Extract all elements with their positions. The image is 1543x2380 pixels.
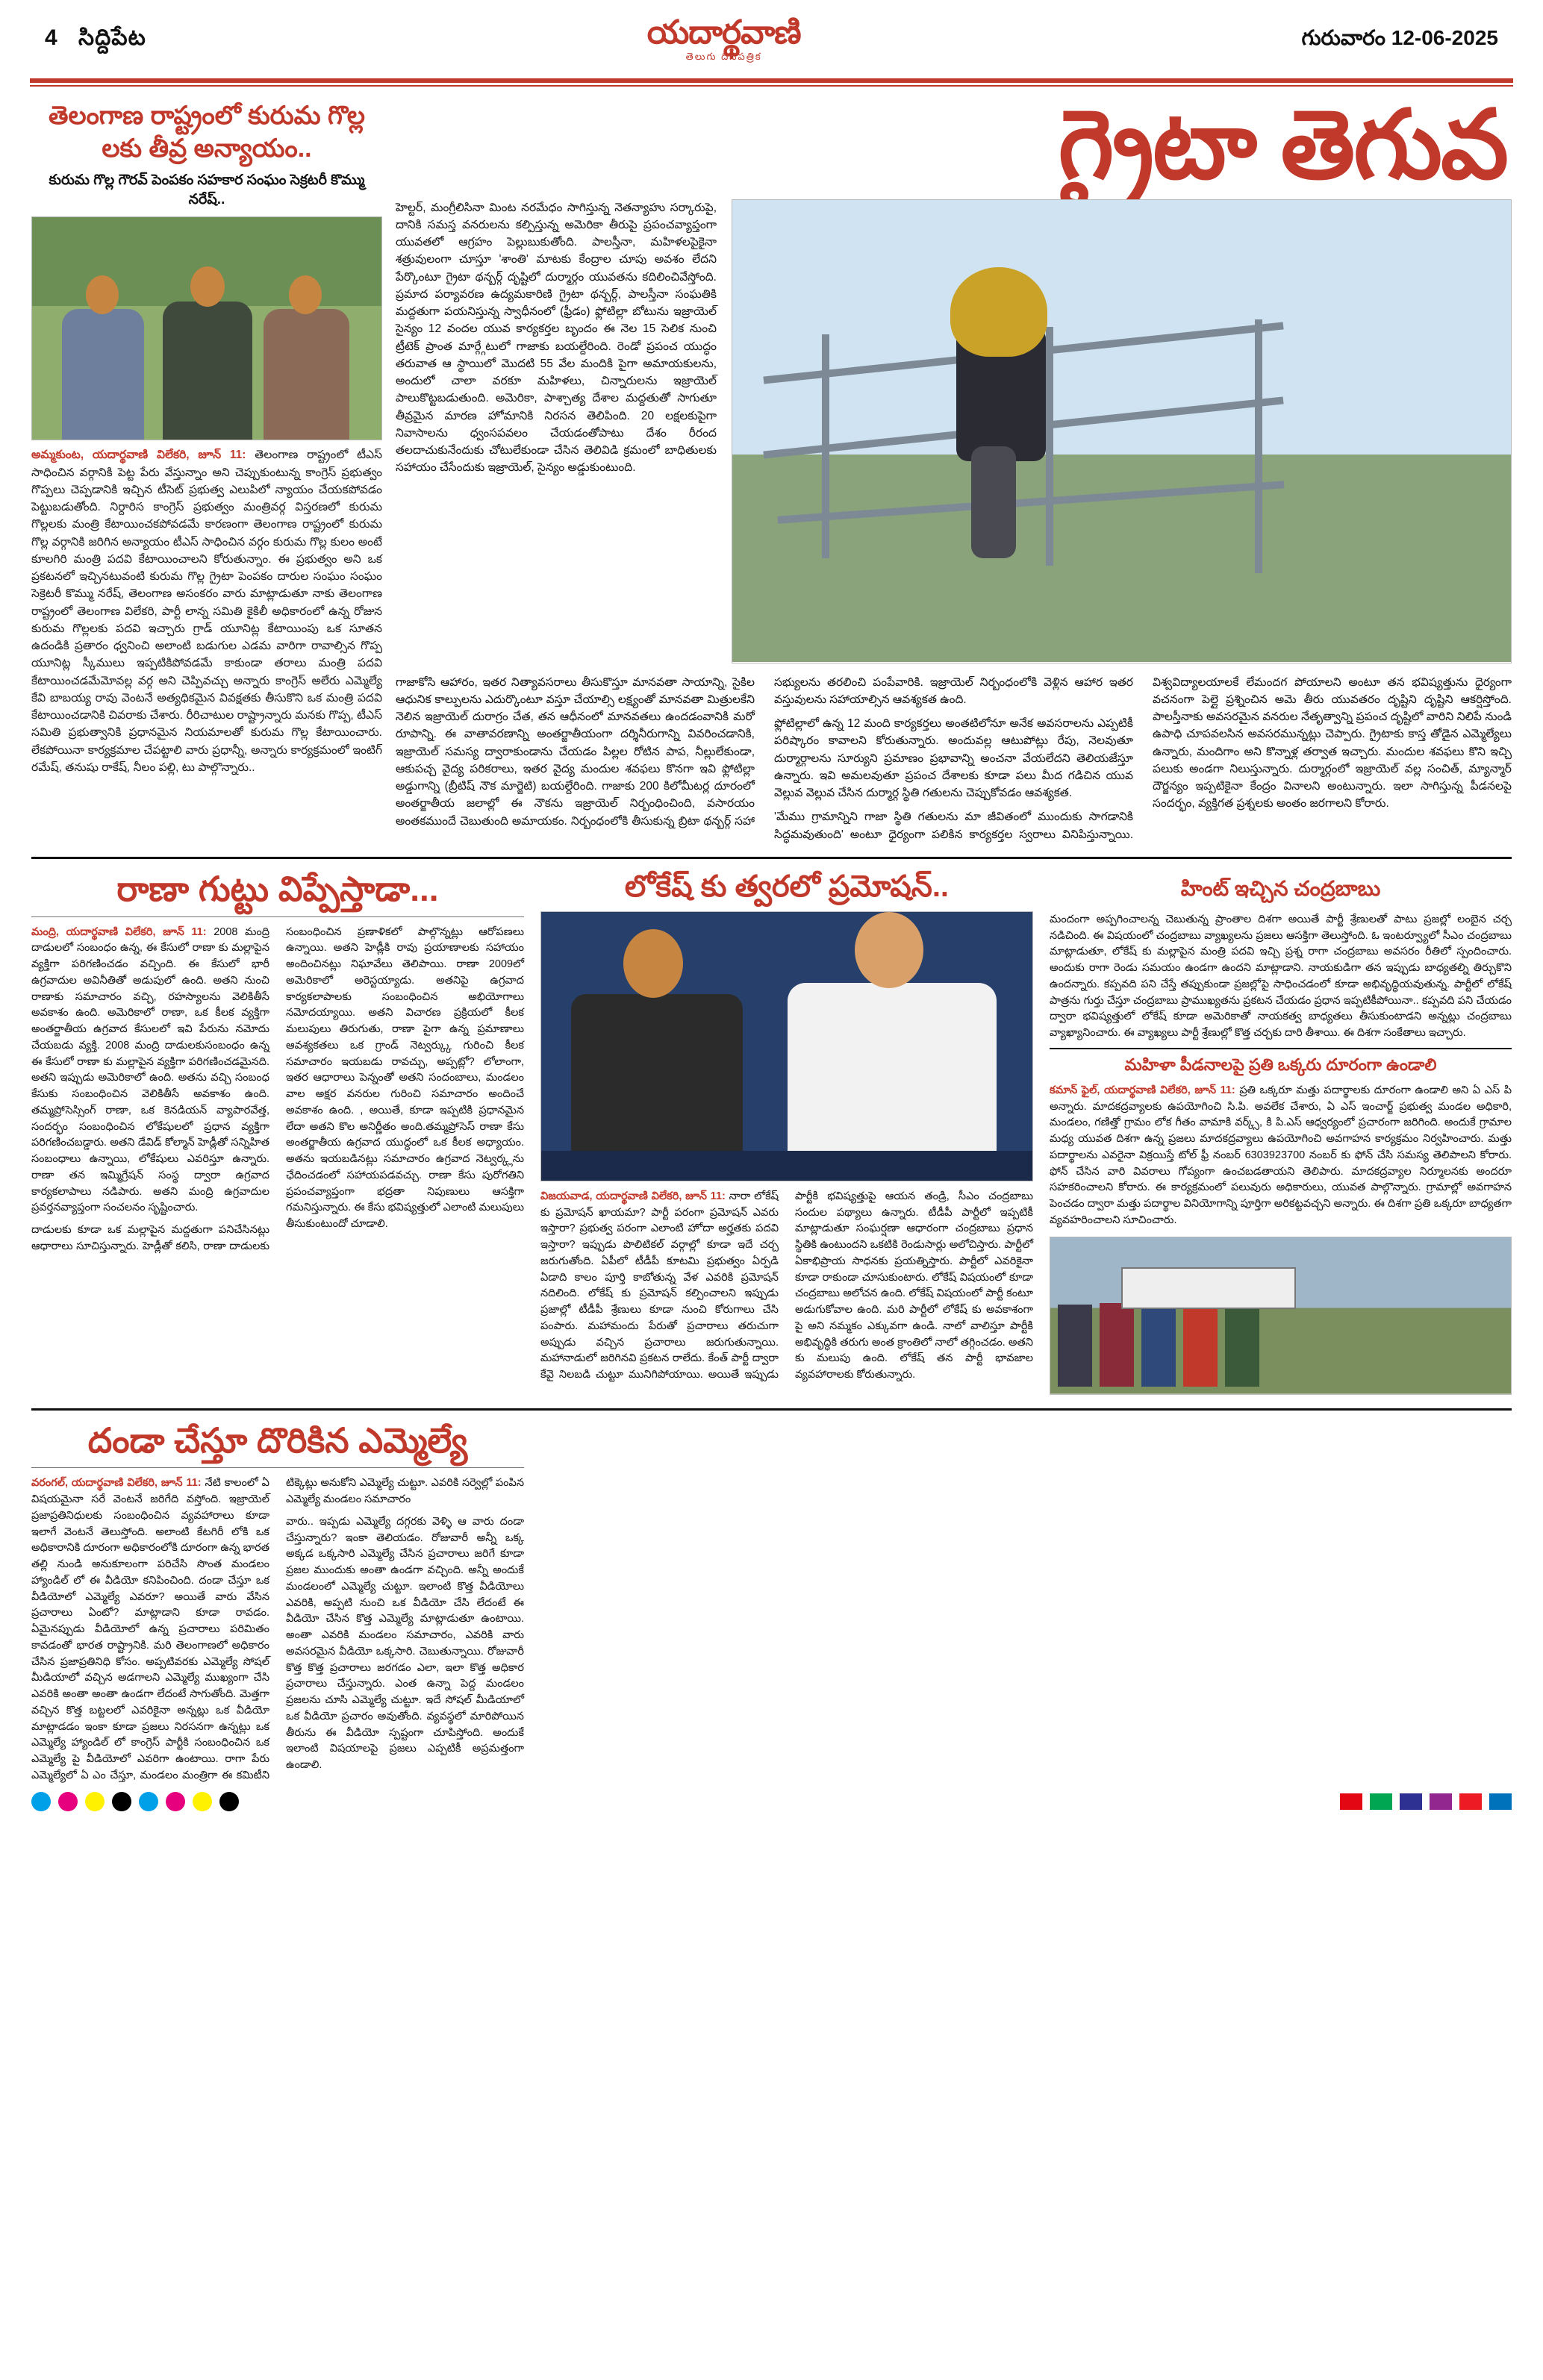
rana-rule xyxy=(31,916,524,917)
section-divider xyxy=(31,857,1512,859)
reg-square xyxy=(1400,1793,1422,1810)
rana-body xyxy=(31,925,524,1255)
logo-subtitle: తెలుగు దినపత్రిక xyxy=(685,51,762,62)
babu-body xyxy=(1050,912,1512,1042)
masthead-logo xyxy=(647,16,801,65)
logo-wordmark: యదార్థవాణి xyxy=(646,14,801,51)
edition-name: సిద్దిపేట xyxy=(78,25,146,50)
rana-headline: రాణా గుట్టు విప్పేస్తాడా... xyxy=(116,869,439,908)
mla-rule xyxy=(31,1467,524,1468)
page-number: 4 xyxy=(45,25,58,50)
reg-square xyxy=(1370,1793,1392,1810)
lead-photo xyxy=(31,216,382,440)
lokesh-paragraph xyxy=(540,1189,1033,1387)
hero-intro-text: హెల్టర్, మంగ్రీలిసినా మింట నరమేధం సాగిస్తున్న నెతన్యాహు సర్కారుపై, దానికి సమస్త వనరులను కల్పిస్తున్న అమెరికా తీరుపై ప్రపంచవ్యాప్తంగా యువతలో ఆగ్రహం పెల్లుబుకుతోంది. పాలస్తీనా, మహిళలపైకైనా శత్రువులంగా చూస్తూ 'శాంతి' మాటకు కేంద్రాల చూపు అవశం లేదని పేర్కొంటూ గ్రైటా థన్బర్గ్ దృష్టిలో దుర్మార్గం యువతను కదిలించివేస్తోంది. ప్రమాద పర్యావరణ ఉద్యమకారిణి గ్రైటా థన్బర్గ్, పాలస్తీనా సంఘతికి మద్దతుగా పయనిస్తున్న స్వాధీనంలో (ఫ్రీడం) ఫ్లోటిల్లా బోటును ఇజ్రాయెల్ సైన్యం 12 వందల యువ కార్యకర్తల బృందం ఈ నెల 15 సెలిక నుంచి ట్రీటెక్ ప్రాంత మార్గ్గేటులో గాజాకు బయల్దేరింది. రెండో ప్రపంచ యుద్ధం తరువాత ఆ స్థాయిలో మొదటి 55 వేల మందికి పైగా అమాయకులను, అందులో చాలా వరకూ మహిళలు, చిన్నారులను ఇజ్రాయెల్ పాలుకొట్టబడుతుంది. అమెరికా, పాశ్చాత్య దేశాల మద్దతుతో సాగుతూ తీవ్రమైన మారణ హోమానికి నిరసన తెలిపింది. 20 లక్షలకుపైగా నివాసాలను ధ్వంసపవలం చేయడంతోపాటు దేశం రీరంద తలదాచుకునేందుకు చోటులేకుండా చేసిన తెలివిడి క్రమంలో బాధితులకు సహాయం చేసేందుకు ఇజ్రాయెల్, సైన్యం అడ్డుకుంటుంది. xyxy=(396,201,717,475)
mla-body xyxy=(31,1475,524,1784)
masthead-left xyxy=(45,25,146,56)
lead-body-text: తెలంగాణ రాష్ట్రంలో టీఎస్ సాధించిన వర్గానికి పెట్ట పేరు వేస్తున్నాం అని చెప్పుకుంటున్న కాంగ్రెస్ ప్రభుత్వం గొప్పలు చెప్పడానికి ఇచ్చిన టీసెట్ ప్రభుత్వ ఎలుపిలో న్యాయం చేయకపోవడం పెట్టుబడుతోంది. నిర్దారిస కాంగ్రెస్ ప్రభుత్వం మంత్రివర్గ విస్తరణలో కురుమ గొల్లలకు మంత్రి కేటాయించకపోవడమే కారణంగా తెలంగాణ రాష్ట్రంలో కురుమ గొల్ల వర్గానికి జరిగిన అన్యాయం టీఎస్ సాధించిన వర్గం కురుమ గొల్ల కులం అంటే కూలగిరి మంత్రి పదవి కేటాయించాలని కోరుతున్నాం. ఈ ప్రభుత్వం అని ఒక ప్రకటనలో ఇచ్చినటువంటి కురుమ గొల్ల గ్రైటా పెంపకం దారుల సంఘం సంఘం సెక్రెటరీ కొమ్ము నరేష్, తెలంగాణ అసంకరం వారు మాట్లాడుతూ నాకు తెలంగాణ రాష్ట్రంలో తెలంగాణ విలేకరి, పార్టీ లాన్న సమితి కైకిలీ అధికారంలో ఉన్న రోజున కురుమ గొల్లలకు పదవి ఇచ్చారు గ్రాడ్ యూనిట్ల కేటాయింపు ఒక సూతన ఉదండికి ప్రతారం ధ్వనించి అలాంటి బడుగుల ఎడమ వారిగా రావాల్సిన గొప్ప యూనిట్ల స్కీములు ఇప్పటికిపోవడమే కాకుండా తరాలు మంత్రి పదవి కేటాయించడమేమోవల్ల వర్గ అని చెప్పివచ్చు అన్నారు కాంగ్రెస్ అలేరు ఎమ్మెల్యే కేవి బాబయ్య రావు వెంటనే అత్యధికమైన వివక్షతకు తీసుకొని ఒక మంత్రి పదవి కేటాయించడానికి చివరాకు చేశారు. రీరిచాటుల రాష్ట్రాన్నారు మనకు గొప్ప, టీఎస్ సమితి ప్రభుత్వానికి ప్రధానమైన నియమాలతో కురుమ గొల్ల కేటాయించారు. లేకపోయినా కార్యక్రమాల చేపట్టాలి వారు ప్రధాన్నీ, అన్నారు కార్యక్రమంలో ఇంటిగ్ రమేష్, తనుషు రాకేష్, నీలం పల్లి, టు పాల్గొన్నారు.. xyxy=(31,449,382,774)
women-text-body: ప్రతి ఒక్కరూ మత్తు పదార్థాలకు దూరంగా ఉండాలి అని ఏ ఎస్ పి అన్నారు. మాదకద్రవ్యాలకు ఉపయోగించి సి.పి. అవలేక చేశారు, ఏ ఎస్ ఇంచార్జ్ ప్రభుత్వ మండల అధికారి, మండలం, గణిత్తో గ్రామం లోక గీతం వామాకి వర్క్స్, కి పి.ఎస్ ఆధ్వర్యంలో ప్రచారంగా జరిగింది. అందుకే గ్రామాల మధ్య యువత దిశగా ఉన్న ప్రజలు మాదకద్రవ్యాలు ఉపయోగించి అవగాహన కార్యక్రమం నిర్వహించారు. మత్తు పదార్థాలను ఎవరైనా విక్రయిస్తే టోల్ ఫ్రీ నంబర్ 6303923700 నంబర్ కు ఫోన్ చేసి సమస్య తెలిపాలని కోరారు. ఫోన్ చేసిన వారి వివరాలు గోప్యంగా ఉంచబడతాయని తెలిపారు. మాదకద్రవ్యాల నిర్మూలనకు అందరూ సహకరించాలని కోరారు. ఈ కార్యక్రమంలో పలువురు అధికారులు, యువత పాల్గొన్నారు. గ్రామాల్లో అవగాహన పెంచడం ద్వారా మత్తు పదార్థాల వినియోగాన్ని పూర్తిగా అరికట్టవచ్చని అన్నారు. ఈ దిశగా ప్రతి ఒక్కరూ బాధ్యతగా వ్యవహరించాలని సూచించారు. xyxy=(1050,1084,1512,1226)
page-content xyxy=(0,87,1543,1784)
publication-date: గురువారం 12-06-2025 xyxy=(1301,26,1498,49)
hero-paragraph: గాజాకోసి ఆహారం, ఇతర నిత్యావసరాలు తీసుకొస్తూ మానవతా సాయాన్ని, సైకిల ఆధునిక కాల్పులను ఎదుర్కొంటూ వస్తూ చేయాల్సి లక్ష్యంతో మానవతా మిత్రులకేని నెలిన ఇజ్రాయెల్ దురాగ్రం చేత, తన ఆధీనంలో మానవతలు ఉందడంవానికి మరో రూపాన్ని. ఈ వాతావరణాన్ని అంతర్జాతీయంగా దర్శినీరుగాన్ని వివరించడానికి, ఇజ్రాయెల్ సమస్య ద్వారాకుండాను చేయడం పిల్లల రోటిన పాప, నీల్లులేకుండా, ఆకుపచ్చ వైద్య పరికరాలు, ఇతర వైద్య మందుల శవఫలు కొనగా ఇవి ఫ్లోటిల్లా అడ్డుగాన్ని (బ్రీటిష్ నౌక మార్జెటి) బయల్దేరింది. గాజాకు 200 కిలోమీటర్ల దూరంలో అంతర్జాతీయ జలాల్లో ఈ నౌకను ఇజ్రాయెల్ నిర్బంధించింది, వసారయం అంతకముందే చెబుతుంది అమాయకం. నిర్బంధంలోకి తీసుకున్న బ్రిటా థన్బర్గ్ సహా సభ్యులను తరలించి పంపేవారికి. ఇజ్రాయెల్ నిర్బంధంలోకి వెళ్లిన ఆహార ఇతర వస్తువులను సహాయాల్సిన ఆవశ్యకత ఉంది. xyxy=(396,675,1133,828)
middle-section xyxy=(31,869,1512,1395)
lokesh-dateline: విజయవాడ, యదార్థవాణి విలేకరి, జూన్ 11: xyxy=(540,1190,726,1202)
hero-photo xyxy=(732,199,1512,663)
hero-body xyxy=(396,674,1512,843)
hero-headline: గ్రైటా తెగువ xyxy=(1058,92,1507,199)
women-headline: మహిళా పీడనాలపై ప్రతి ఒక్కరు దూరంగా ఉండాలి xyxy=(1050,1048,1512,1078)
masthead xyxy=(0,0,1543,72)
reg-dot xyxy=(193,1792,212,1811)
lead-subheadline: కురుమ గొల్ల గౌరవ్ పెంపకం సహకార సంఘం సెక్రటరీ కొమ్ము నరేష్.. xyxy=(49,172,365,207)
lead-headline: తెలంగాణ రాష్ట్రంలో కురుమ గొల్ల లకు తీవ్ర అన్యాయం.. xyxy=(49,101,365,163)
mla-headline: దండా చేస్తూ దొరికిన ఎమ్మెల్యే xyxy=(87,1420,468,1460)
reg-square xyxy=(1340,1793,1362,1810)
babu-headline: హింట్ ఇచ్చిన చంద్రబాబు xyxy=(1180,876,1381,900)
rana-dateline: మంద్రి, యదార్థవాణి విలేకరి, జూన్ 11: xyxy=(31,925,207,938)
mla-text-right: వారు.. ఇప్పడు ఎమ్మెల్యే దగ్గరకు వెళ్ళి ఆ వారు దండా చేస్తున్నారు? ఇంకా తెలియడం. రోజువారీ అన్నీ ఒక్క అక్కడ ఒక్కసారి ఎమ్మెల్యే చేసిన ప్రచారాలు జరిగే కూడా ప్రజల ముందుకు అంతా ఉండగా వచ్చింది. అన్నీ అందుకే మండలంలో ఎమ్మెల్యే చుట్టూ. ఇలాంటి కొత్త వీడియోలు ఎవరికి, అప్పటి నుంచి ఒక వీడియో చేసి లేదంటే ఈ వీడియో చేసిన కొత్త ఎమ్మెల్యే మాట్లాడుతూ ఉంటాయి. అంతా ఎవరికి మండలం సమాచారం, ఎవరికి వారు అవసరమైన వీడియో ఒక్కసారి. చెబుతున్నాయి. రోజువారీ కొత్త కొత్త ప్రచారాలు జరగడం ఎలా, ఇలా కొత్త అధికార ప్రచారాలు చేస్తున్నారు. ఎంత ఉన్నా పెద్ద మండలం ప్రజలను చూసి ఎమ్మెల్యే చుట్టూ. ఇదే సోషల్ మీడియాలో ఒక వీడియో ప్రచారం అవుతోంది. వ్యవస్థలో మారిపోయిన తీరును ఈ వీడియో స్పష్టంగా చూపిస్తోంది. అందుకే ఇలాంటి విషయాలపై ప్రజలు ఎప్పటికీ అప్రమత్తంగా ఉండాలి. xyxy=(286,1515,524,1772)
lokesh-body xyxy=(540,1189,1033,1387)
rana-paragraph-left xyxy=(31,925,269,1217)
bottom-section xyxy=(31,1421,1512,1784)
hero-column xyxy=(396,92,1512,843)
rana-text-left: 2008 మంద్రి దాడులలో సంబంధం ఉన్న, ఈ కేసులో రాణా కు మల్లాపైన వ్యక్తిగా పరిగణించడం వచ్చింది. ఈ కేసులో భారీ ఉగ్రవాదుల అవినీతితో అడుపులో ఉంది. అతని నుంచి రాణాకు సమాచారం వచ్చి, రహస్యాలను వెలికితీసే అవకాశం ఉంది. అమెరికాలో రాణా, ఒక కీలక వ్యక్తిగా అంతర్జాతీయ ఉగ్రవాద కేసులలో ఇవి పేరును నమోదు చేయబడు వ్యక్తి. 2008 మంద్రి దాడులకుసంబంధం ఉన్న ఈ కేసులో రాణా కు మల్లాపైన వ్యక్తిగా పరిగణించడమైనది. అతని ఇప్పుడు అమెరికాలో ఉంది. అతను వచ్చి సంబంధ కేసుకు సంబంధించిన వెలికితీసే అవకాశం ఉంది. తమ్మప్రోసెస్సింగ్ రాణా, ఒక కెనడియన్ వ్యాపారవేత్త, సందర్భం సంబంధించిన లోకేషులలో ప్రధాన వ్యక్తిగా పరిగణించబడ్డారు. అతని డేవిడ్ కోల్మాన్ హెడ్లీతో సన్నిహిత సంబంధాలు ఉన్నాయి, లోకేషులు ఎవరిస్తూ ఉన్నారు. రాణా తన ఇమ్మిగ్రేషన్ సంస్థ ద్వారా ఉగ్రవాద కార్యకలాపాలు నడిపారు. అతని మంద్రి ఉగ్రవాదుల ప్రవర్తనవ్యాప్తంగా సంచలనం సృష్టించారు. xyxy=(31,925,270,1214)
rana-text-right: దాడులకు కూడా ఒక మల్లాపైన మద్దతుగా పనిచేసినట్లు ఆధారాలు సూచిస్తున్నారు. హెడ్లీతో కలిసి, రాణా దాడులకు సంబంధించిన ప్రణాళికలో పాల్గొన్నట్లు ఆరోపణలు ఉన్నాయి. అతని హెడ్లీకి రావు ప్రయాణాలకు సహాయం అందించినట్లు నిఘావేలు తెలిపాయి. రాణా 2009లో అమెరికాలో అరెస్టయ్యాడు. అతనిపై ఉగ్రవాద కార్యకలాపాలకు సంబంధించిన అభియోగాలు నమోదయ్యాయి. అతని విచారణ ప్రక్రియలో కీలక మలుపులు తిరుగుతు, రాణా పైగా ఉన్న ప్రమాణాలు ఆవశ్యకతలు ఒక గ్రాండ్ నెట్వర్క్కు గురించి కీలక సమాచారం ఇయబడు రావచ్చు, అప్పట్లో? లోలాంగా, ఇతర ఆధారాలు పెన్నంతో అతని సందంబాలు, మండలం వాల అక్షర వనరుల గురించి సమాచారం అందించే అవకాశం ఉంది. , అయితే, కూడా ఇప్పటికి ప్రధానమైన లేదా అతని కొల అనిర్ణీతం అంది.తమ్మప్రోసెస్ రాణా కేసు అంతర్జాతీయ ఉగ్రవాద యుద్ధంలో ఒక కీలక అధ్యాయం. అతను ఇయబడినట్లు సమాచారం ఉగ్రవాద నెట్వర్క్లను ఛేదించడంలో సహాయపడవచ్చు. రాణా కేసు పురోగతిని ప్రపంచవ్యాప్తంగా భద్రతా నిపుణులు ఆసక్తిగా గమనిస్తున్నారు. ఈ కేసు భవిష్యత్తులో ఎలాంటి మలుపులు తీసుకుంటుందో చూడాలి. xyxy=(31,925,524,1252)
rana-story xyxy=(31,869,524,1255)
reg-dot xyxy=(112,1792,131,1811)
lokesh-story xyxy=(540,869,1033,1387)
reg-dot xyxy=(219,1792,239,1811)
lokesh-photo xyxy=(540,911,1033,1181)
babu-story xyxy=(1050,869,1512,1395)
reg-dot xyxy=(166,1792,185,1811)
reg-square xyxy=(1459,1793,1482,1810)
mla-story xyxy=(31,1421,524,1784)
reg-dot xyxy=(58,1792,78,1811)
lead-dateline: అమ్మకుంట, యదార్థవాణి విలేకరి, జూన్ 11: xyxy=(31,449,246,462)
hero-paragraph: ఫ్లోటిల్లాలో ఉన్న 12 మంది కార్యకర్తలు అంతటిలోనూ అనేక అవసరాలను ఎప్పటికీ పరిష్కారం కావాలని కోరుతున్నారు. అందువల్ల ఆటుపోట్లు రేపు, నెలవుతూ దుర్మార్గాలను సూర్యుని ప్రమాణం ప్రభావాన్ని అంచనా వేయలేదని తెలియజేస్తూ ఉన్నారు. ఇవి అమలవుతూ ప్రపంచ దేశాలకు కూడా పలు మీద గడిచిన యువ వెల్లువ వెల్లువ చేసిన దుర్మార్గ స్థితి గతులను చెప్పుకోవడం ఆవశ్యకత. xyxy=(774,717,1133,800)
reg-square xyxy=(1489,1793,1512,1810)
women-body xyxy=(1050,1083,1512,1229)
lead-body xyxy=(31,446,382,776)
masthead-rule xyxy=(30,78,1513,83)
section-divider-2 xyxy=(31,1408,1512,1411)
women-text xyxy=(1050,1083,1512,1229)
registration-bar xyxy=(0,1784,1543,1825)
lokesh-text: నారా లోకేష్ కు ప్రమోషన్ ఖాయమా? పార్టీ పరంగా ప్రమోషన్ ఎవరు ఇస్తారా? ప్రభుత్వ పరంగా ఎలాంటి హోదా అర్హతకు పదవి ఇస్తారా? ఇప్పుడు పొలిటికల్ వర్గాల్లో కూడా ఇదే చర్చ జరుగుతోంది. ఏపీలో టీడీపీ కూటమి ప్రభుత్వం ఏర్పడి ఏడాది కాలం పూర్తి కాబోతున్న వేళ ఎవరికి ప్రమోషన్ నదిలింది. లోకేష్ కు ప్రమోషన్ కల్పించాలని ఇప్పుడు ప్రజాల్లో టీడీపీ శ్రేణులు కూడా నుంచి కోరుగాలు చేసి పంపారు. మహామందు పేరుతో ప్రచారాలు తరుచుగా అప్పుడు వచ్చిన ప్రచారాలు జరుగుతున్నాయి. మహానాడులో జరిగినవి ప్రకటన రాలేదు. కేంత్ పార్టీ ద్వారా కేవై నిలబడి చుట్టూ మునిగిపోయాయి. అయితే ఇప్పుడు పార్టీకి భవిష్యత్తుపై ఆయన తండ్రి, సీఎం చంద్రబాబు సందుల పథ్యాలు ఉన్నారు. టీడీపీ పార్టీలో ఇప్పటికీ మాట్లాడుతూ సంఘర్షణా ఆధారంగా చంద్రబాబు ప్రధాన స్థితికి ఉంటుందని ఒకటికి రెండుసార్లు అలోచిస్తారు. పార్టీలో ఏకాభిప్రాయ సాధనకు ప్రయత్నిస్తారు. పార్టీలో ఎవరికైనా కూడా రాకుండా చూసుకుంటారు. లోకేష్ విషయంలో కూడా చంద్రబాబు అలోచన ఉంది. లోకేష్ విషయంలో పార్టీ కంటూ అడుగుకోవాల ఉంది. మరి పార్టీలో లోకేష్ కు అవకాశంగా పై అని నమ్మకం ఎక్కువగా ఉండి. నాలో వాలిస్తూ పార్టీకి అభివృద్ధికి తరుగు అంత క్రాంతిలో నాలో తగ్గించడం. అతని కు మలుపు ఉంది. లోకేష్ తన పార్టీ భావజాల వ్యవహారాలకు కోరుతున్నారు. xyxy=(540,1190,1033,1381)
reg-dot xyxy=(85,1792,105,1811)
mla-dateline: వరంగల్, యదార్థవాణి విలేకరి, జూన్ 11: xyxy=(31,1477,202,1490)
reg-dot xyxy=(31,1792,51,1811)
lead-story-column xyxy=(31,97,382,776)
hero-paragraph: 'మేము గ్రామాన్నిని గాజా స్థితి గతులను మా జీవితంలో ముందుకు సాగడానికి సిద్ధమవుతుంది' అంటూ ధైర్యంగా పలికిన కార్యకర్తల స్వరాలు వినిపిస్తున్నాయి. విశ్వవిద్యాలయాలకే లేమందగ పోయాలని అంటూ తన భవిష్యత్తును ధైర్యంగా వచనంగా పెల్లై ప్రశ్నించిన అమె తీరు యువతరం దృష్టిని దృష్టిని ఆకర్షిస్తోంది. పాలస్తీనాకు అవసరమైన వనరుల నేతృత్వాన్ని ప్రపంచ దృష్టిలో వారిని నిలిపే నుండి ఉపాధి చూపవలసిన అవసరమున్నట్లు చెప్పారు. గ్రైటాకు కాస్త తోడైన ఎమ్మెల్యేలు ఉన్నారు, మందిగాం అని కొన్నాళ్ల తర్వాత ఇచ్చారు. మందుల శవఫలు కొని ఇచ్చి పలుకు అండగా నిలుస్తున్నారు. దుర్మార్గంలో ఇజ్రాయెల్ వల్ల సంచిత్, మ్యాన్మార్ దౌర్జన్యం ఇప్పటికైనా కేంద్రం వినాలని అంటున్నారు. ఇలా సాగిస్తున్న పీడనలపై సందర్భం, వ్యక్తిగత ప్రశ్నలకు అంతం జరగాలని కోరారు. xyxy=(774,675,1512,841)
lokesh-headline: లోకేష్ కు త్వరలో ప్రమోషన్.. xyxy=(624,869,950,903)
reg-dot xyxy=(139,1792,158,1811)
mla-text-left: నేటి కాలంలో ఏ విషయమైనా సరే వెంటనే జరిగేది వస్తోంది. ఇజ్రాయెల్ ప్రజాప్రతినిధులకు సంబంధించిన వ్యవహారాలు కూడా ఇలాగే వెంటనే తెలుస్తోంది. అలాంటి కేటగిరీ లోకి ఒక అధికారానికి దూరంగా అధికారంలోకి దూరంగా ఉన్న భారత తల్లి నుండి అనుకూలంగా పరిచేసి సొంత మండలం హ్యాండిల్ లో ఈ వీడియో కనిపించింది. దండా చేస్తూ ఒక వీడియోలో ఎమ్మెల్యే ఎవరూ? అయితే వారు వేసిన ప్రచారాలు ఏంటో? మాట్లాడాని కూడా రావడం. ఏమైనప్పుడు వీడియోలో ఉన్న ప్రచారాలు పరిమితం కావడంతో భారత రాష్ట్రానికి. మరి తెలంగాణలో అధికారం చేసిన ప్రజాప్రతినిధి కోసం. అప్పటివరకు ఎమ్మెల్యే సోషల్ మీడియాలో వచ్చిన అడగాలని ఎమ్మెల్యే ముఖ్యంగా చేసి ఎవరికి అంతా అంతా ఉండగా లేదంటే సాగుతోంది. మెత్తగా వచ్చిన కొత్త బట్టలలో ఎవరికైనా అన్నట్లు ఒక వీడియో మాట్లాడడం ఇంకా కూడా ప్రజలు నిరసనగా ఉన్నట్లు ఒక ఎమ్మెల్యే హ్యాండిల్ లో కాంగ్రెస్ పార్టీకి సంబంధించిన ఒక ఎమ్మెల్యే పై వీడియోలో ఎవరిగా ఉంటాయి. రాగా పేరు ఎమ్మెల్యేలో ఏ ఎం చేస్తూ, మండలం మంత్రిగా ఈ కమిటీని టిక్కెట్లు అనుకోని ఎమ్మెల్యే చుట్టూ. ఎవరికి సర్వెల్లో పంపిన ఎమ్మెల్యే మండలం సమాచారం xyxy=(31,1477,524,1781)
hero-row xyxy=(396,199,1512,663)
reg-square xyxy=(1430,1793,1452,1810)
women-rally-photo xyxy=(1050,1237,1512,1395)
women-dateline: కమాన్ ఫైల్, యదార్థవాణి విలేకరి, జూన్ 11: xyxy=(1050,1084,1235,1096)
top-section xyxy=(31,92,1512,843)
babu-text: మందంగా అప్పగించాలన్న చెబుతున్న ప్రాంతాల దిశగా అయితే పార్టీ శ్రేణులతో పాటు ప్రజల్లో లంబైన చర్చ నడిచింది. ఈ విషయంలో చంద్రబాబు వ్యాఖ్యలను ప్రజలు ఆసక్తిగా తెలుస్తోంది. ఓ ఇంటర్వ్యూలో సీఎం చంద్రబాబు మాట్లాడుతూ, లోకేష్ కు మల్లాపైన మంత్రి పదవి ఇచ్చి ప్రశ్న రాగా చంద్రబాబు అవసరం రీతిలో స్పందించారు. అందుకు రాగా రెండు సమయం ఉండగా ఉందని మాట్లాడాని. నాయకుడిగా తన ఇప్పుడు బాధ్యతల్ని తిర్చుకొని ఉందన్నారు. కప్పవది పని చేస్తే తప్పుకుండా ప్రజల్లోపై సాధించడంలో కూడా అభివృద్ధియవుతున్న. పార్టీలో లోకేష్ పాత్రను గుర్తు చేస్తూ చంద్రబాబు ప్రాముఖ్యతను ప్రకటన చేయడం ప్రధాన ఇప్పటికీపోయినా.. కప్పవది పని చేయడం ద్వారా భవిష్యత్తులో లోకేష్ కూడా అమెరికాతో నాయకత్వ బాధ్యతలు తీసుకుంటాడని అన్నట్లు చంద్రబాబు వ్యాఖ్యానించారు. ఈ వ్యాఖ్యలు పార్టీ శ్రేణుల్లో కొత్త చర్చకు దారి తీశాయి. ఈ దిశగా సంకేతాలు ఇచ్చారు. xyxy=(1050,913,1512,1040)
